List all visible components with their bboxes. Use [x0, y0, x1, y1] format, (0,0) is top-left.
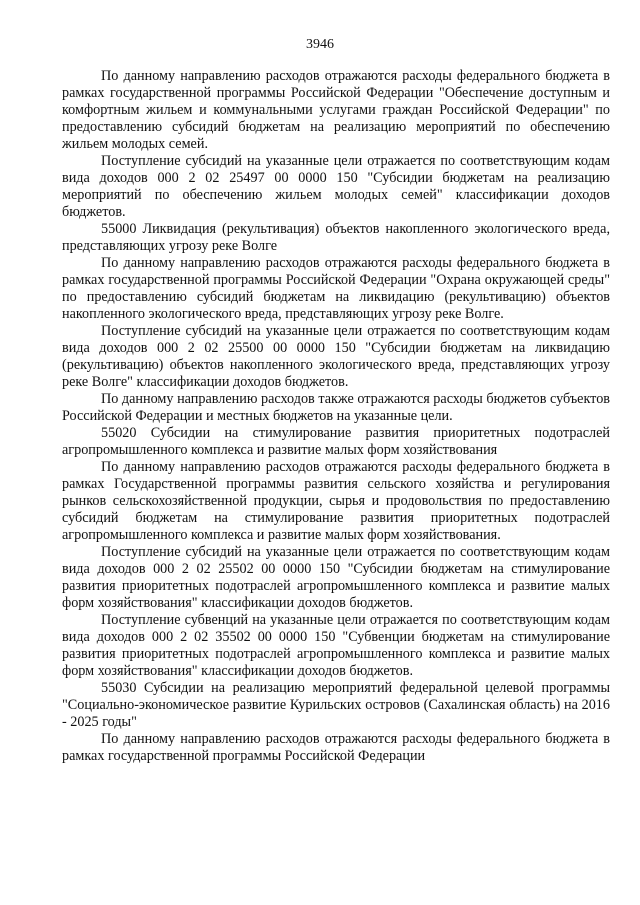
paragraph: Поступление субсидий на указанные цели отражается по соответствующим кодам вида доходов 000 2 02 25502 00 0000 150 "Субсидии бюджетам на стимулирование развития приоритетных подотраслей агропромышленного комплекса и развитие малых форм хозяйствования" классификации доходов бюджетов. — [62, 544, 610, 611]
paragraph: По данному направлению расходов отражаются расходы федерального бюджета в рамках государственной программы Российской Федерации — [62, 731, 610, 764]
document-body — [62, 68, 610, 765]
paragraph: Поступление субсидий на указанные цели отражается по соответствующим кодам вида доходов 000 2 02 25500 00 0000 150 "Субсидии бюджетам на ликвидацию (рекультивацию) объектов накопленного экологического вреда, представляющих угрозу реке Волге" классификации доходов бюджетов. — [62, 323, 610, 390]
page-number: 3946 — [306, 37, 334, 52]
section-heading: 55020 Субсидии на стимулирование развития приоритетных подотраслей агропромышленного комплекса и развитие малых форм хозяйствования — [62, 425, 610, 458]
section-heading: 55000 Ликвидация (рекультивация) объектов накопленного экологического вреда, представляющих угрозу реке Волге — [62, 221, 610, 254]
paragraph: По данному направлению расходов отражаются расходы федерального бюджета в рамках государственной программы Российской Федерации "Охрана окружающей среды" по предоставлению субсидий бюджетам на ликвидацию (рекультивацию) объектов накопленного экологического вреда, представляющих угрозу реке Волге. — [62, 255, 610, 322]
paragraph: По данному направлению расходов отражаются расходы федерального бюджета в рамках Государственной программы развития сельского хозяйства и регулирования рынков сельскохозяйственной продукции, сырья и продовольствия по предоставлению субсидий бюджетам на стимулирование развития приоритетных подотраслей агропромышленного комплекса и развитие малых форм хозяйствования. — [62, 459, 610, 543]
paragraph: По данному направлению расходов также отражаются расходы бюджетов субъектов Российской Федерации и местных бюджетов на указанные цели. — [62, 391, 610, 424]
paragraph: Поступление субсидий на указанные цели отражается по соответствующим кодам вида доходов 000 2 02 25497 00 0000 150 "Субсидии бюджетам на реализацию мероприятий по обеспечению жильем молодых семей" классификации доходов бюджетов. — [62, 153, 610, 220]
paragraph: По данному направлению расходов отражаются расходы федерального бюджета в рамках государственной программы Российской Федерации "Обеспечение доступным и комфортным жильем и коммунальными услугами граждан Российской Федерации" по предоставлению субсидий бюджетам на реализацию мероприятий по обеспечению жильем молодых семей. — [62, 68, 610, 152]
paragraph: Поступление субвенций на указанные цели отражается по соответствующим кодам вида доходов 000 2 02 35502 00 0000 150 "Субвенции бюджетам на стимулирование развития приоритетных подотраслей агропромышленного комплекса и развитие малых форм хозяйствования" классификации доходов бюджетов. — [62, 612, 610, 679]
section-heading: 55030 Субсидии на реализацию мероприятий федеральной целевой программы "Социально-экономическое развитие Курильских островов (Сахалинская область) на 2016 - 2025 годы" — [62, 680, 610, 730]
